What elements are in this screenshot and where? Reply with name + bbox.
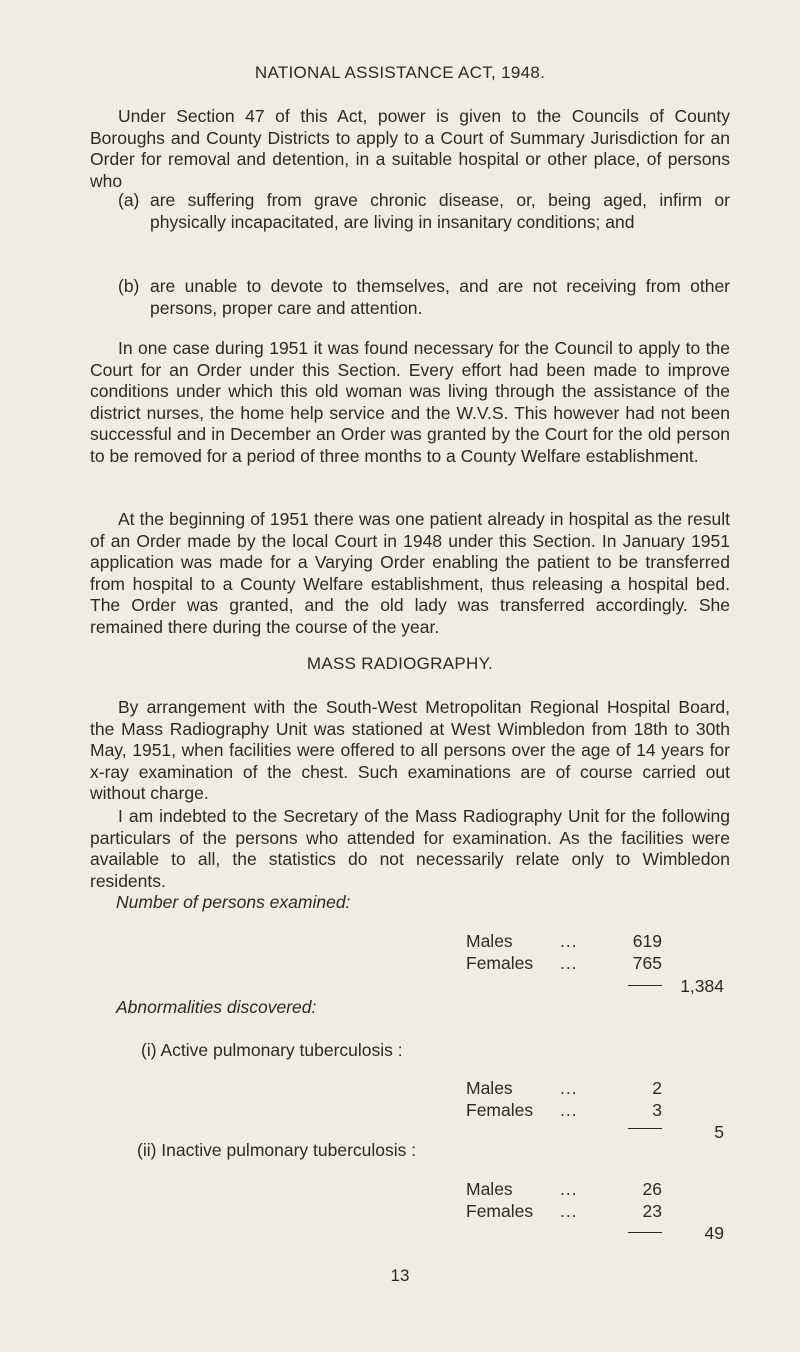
row-dots: ...	[560, 1201, 578, 1221]
row-dots: ...	[560, 1078, 578, 1098]
examined-label: Number of persons examined:	[116, 892, 351, 912]
abnormalities-label: Abnormalities discovered:	[116, 997, 317, 1017]
row-dots: ...	[560, 1100, 578, 1120]
row-label: Females	[466, 1201, 534, 1221]
row-dots: ...	[560, 931, 578, 951]
total-value: 1,384	[680, 976, 724, 996]
row-value: 23	[642, 1201, 662, 1221]
paragraph-statistics-note: I am indebted to the Secretary of the Mass Radiography Unit for the following particulars of the persons who attended for examination. As the facilities were available to all, the statistics do not necessarily relate only to Wimbledon residents.	[90, 806, 730, 891]
stats-row-active-males	[0, 1077, 724, 1099]
row-value: 26	[642, 1179, 662, 1199]
section-heading-national-assistance: NATIONAL ASSISTANCE ACT, 1948.	[254, 63, 546, 82]
row-label: Females	[466, 953, 534, 973]
intro-paragraph: Under Section 47 of this Act, power is given to the Councils of County Boroughs and County Districts to apply to a Court of Summary Jurisdiction for an Order for removal and detention, in a suitable hospital or other place, of persons who	[90, 106, 730, 191]
row-dots: ...	[560, 953, 578, 973]
active-tb-label: (i) Active pulmonary tuberculosis :	[141, 1040, 403, 1060]
paragraph-court-order-1951: In one case during 1951 it was found necessary for the Council to apply to the Court for an Order under this Section. Every effort had been made to improve conditions under which this old woman was living through the assistance of the district nurses, the home help service and the W.V.S. This however had not been successful and in December an Order was granted by the Court for the old person to be removed for a period of three months to a County Welfare establishment.	[90, 338, 730, 466]
stats-row-inactive-females	[0, 1200, 724, 1222]
row-label: Males	[466, 931, 513, 951]
stats-row-active-females	[0, 1099, 724, 1121]
section-heading-mass-radiography: MASS RADIOGRAPHY.	[306, 654, 494, 673]
list-item-b	[118, 276, 730, 319]
row-value: 619	[632, 931, 662, 951]
paragraph-radiography-unit: By arrangement with the South-West Metropolitan Regional Hospital Board, the Mass Radiography Unit was stationed at West Wimbledon from 18th to 30th May, 1951, when facilities were offered to all persons over the age of 14 years for x-ray examination of the chest. Such examinations are of course carried out without charge.	[90, 697, 730, 803]
stats-row-inactive-males	[0, 1178, 724, 1200]
stats-row-inactive-total	[0, 1222, 724, 1244]
row-label: Males	[466, 1179, 513, 1199]
row-value: 2	[652, 1078, 662, 1098]
page-number: 13	[390, 1266, 410, 1285]
stats-row-examined-males	[0, 930, 724, 952]
list-marker: (b)	[118, 276, 140, 296]
total-value: 5	[714, 1122, 724, 1142]
list-text: are suffering from grave chronic disease, or, being aged, infirm or physically incapacitated, are living in insanitary conditions; and	[150, 190, 730, 232]
stats-row-examined-total	[0, 975, 724, 997]
row-value: 765	[632, 953, 662, 973]
list-text: are unable to devote to themselves, and are not receiving from other persons, proper care and attention.	[150, 276, 730, 318]
stats-row-examined-females	[0, 952, 724, 974]
list-item-a	[118, 190, 730, 233]
row-label: Females	[466, 1100, 534, 1120]
row-dots: ...	[560, 1179, 578, 1199]
row-value: 3	[652, 1100, 662, 1120]
total-value: 49	[704, 1223, 724, 1243]
list-marker: (a)	[118, 190, 140, 210]
row-label: Males	[466, 1078, 513, 1098]
paragraph-varying-order: At the beginning of 1951 there was one patient already in hospital as the result of an Order made by the local Court in 1948 under this Section. In January 1951 application was made for a Varying Order enabling the patient to be transferred from hospital to a County Welfare establishment, thus releasing a hospital bed. The Order was granted, and the old lady was transferred accordingly. She remained there during the course of the year.	[90, 509, 730, 637]
inactive-tb-label: (ii) Inactive pulmonary tuberculosis :	[137, 1140, 417, 1160]
